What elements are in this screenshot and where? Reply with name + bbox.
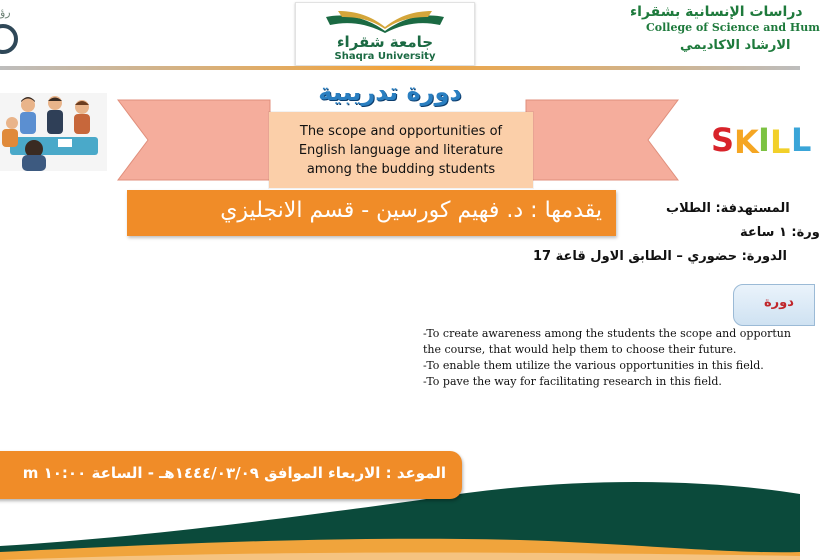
academic-guidance-label: الارشاد الاكاديمي — [680, 38, 791, 53]
objectives-scroll-label — [733, 284, 815, 326]
skills-letter-k: K — [734, 123, 759, 161]
topic-line: among the budding students — [306, 162, 496, 177]
objectives-list — [423, 326, 813, 390]
university-name-ar: جامعة شقراء — [336, 33, 434, 51]
schedule-text: الموعد : الاربعاء الموافق ١٤٤٤/٠٣/٠٩هـ - الساعة ١٠:٠٠ m — [22, 464, 446, 482]
topic-box — [269, 112, 533, 188]
topic-line: English language and literature — [298, 143, 504, 158]
college-name-en: College of Science and Hum — [646, 21, 820, 34]
objective-line: -To enable them utilize the various opportunities in this field. — [423, 359, 764, 372]
skills-letter-s: S — [711, 121, 735, 159]
skills-graphic — [709, 115, 812, 161]
objective-line: -To create awareness among the students the scope and opportun — [423, 327, 791, 340]
open-book-icon — [296, 3, 474, 37]
skills-letter-l: L — [770, 123, 791, 161]
target-audience: المستهدفة: الطلاب — [666, 201, 790, 216]
objectives-label-text: دورة — [764, 295, 794, 310]
vision-logo-text: رؤ — [0, 6, 11, 19]
objective-line: the course, that would help them to choose their future. — [423, 343, 737, 356]
college-name-ar: دراسات الإنسانية بشقراء — [630, 4, 803, 20]
objective-line: -To pave the way for facilitating research in this field. — [423, 375, 722, 388]
course-duration: ورة: ١ ساعة — [740, 225, 820, 240]
schedule-bar — [0, 451, 462, 499]
university-logo — [295, 2, 475, 66]
presenter-text: يقدمها : د. فهيم كورسين - قسم الانجليزي — [220, 198, 602, 223]
course-title: دورة تدريبية — [318, 78, 462, 106]
topic-line: The scope and opportunities of — [299, 124, 503, 139]
topic-text — [273, 122, 529, 179]
skills-letter-i: I — [758, 121, 770, 159]
vision-ring-icon — [0, 24, 18, 54]
presenter-bar — [127, 190, 616, 236]
vision-logo — [0, 2, 26, 62]
skills-letter-l2: L — [791, 121, 812, 159]
university-name-en: Shaqra University — [334, 51, 436, 62]
meeting-illustration — [0, 93, 107, 171]
course-mode-location: الدورة: حضوري – الطابق الاول قاعة 17 — [533, 249, 787, 264]
